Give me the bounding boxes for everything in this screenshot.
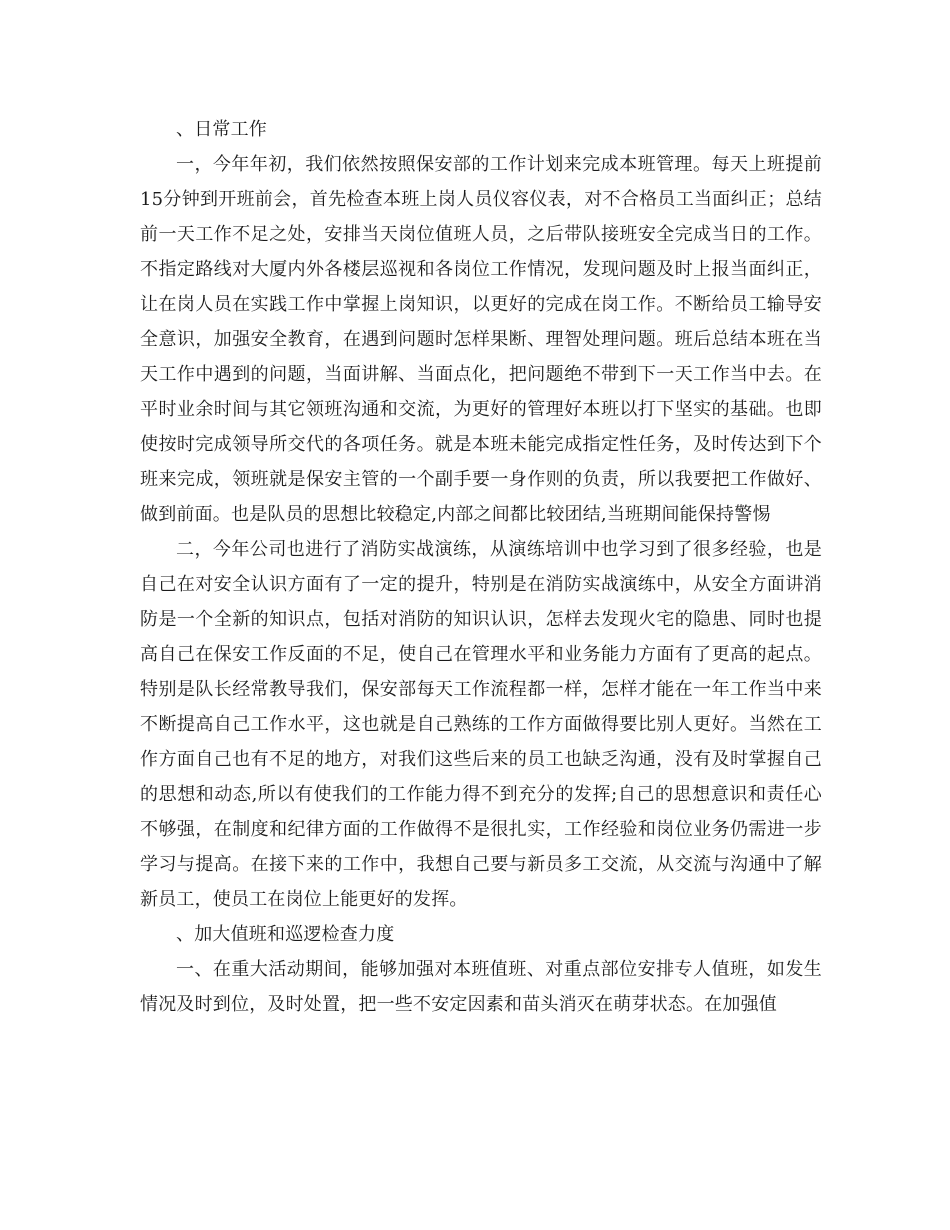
paragraph-2: 二，今年公司也进行了消防实战演练，从演练培训中也学习到了很多经验，也是自己在对安全认识方面有了一定的提升，特别是在消防实战演练中，从安全方面讲消防是一个全新的知识点，包括对消防的知识认识，怎样去发现火宅的隐患、同时也提高自己在保安工作反面的不足，使自己在管理水平和业务能力方面有了更高的起点。特别是队长经常教导我们，保安部每天工作流程都一样，怎样才能在一年工作当中来不断提高自己工作水平，这也就是自己熟练的工作方面做得要比别人更好。当然在工作方面自己也有不足的地方，对我们这些后来的员工也缺乏沟通，没有及时掌握自己的思想和动态,所以有使我们的工作能力得不到充分的发挥;自己的思想意识和责任心不够强，在制度和纪律方面的工作做得不是很扎实，工作经验和岗位业务仍需进一步学习与提高。在接下来的工作中，我想自己要与新员多工交流，从交流与沟通中了解新员工，使员工在岗位上能更好的发挥。 bbox=[140, 539, 822, 910]
document-body bbox=[140, 112, 822, 1022]
paragraph-3: 一、在重大活动期间，能够加强对本班值班、对重点部位安排专人值班，如发生情况及时到位，及时处置，把一些不安定因素和苗头消灭在萌芽状态。在加强值 bbox=[140, 959, 822, 1015]
section-heading-patrol: 、加大值班和巡逻检查力度 bbox=[176, 924, 395, 945]
paragraph-1: 一，今年年初，我们依然按照保安部的工作计划来完成本班管理。每天上班提前15分钟到开班前会，首先检查本班上岗人员仪容仪表，对不合格员工当面纠正；总结前一天工作不足之处，安排当天岗位值班人员，之后带队接班安全完成当日的工作。不指定路线对大厦内外各楼层巡视和各岗位工作情况，发现问题及时上报当面纠正，让在岗人员在实践工作中掌握上岗知识，以更好的完成在岗工作。不断给员工输导安全意识，加强安全教育，在遇到问题时怎样果断、理智处理问题。班后总结本班在当天工作中遇到的问题，当面讲解、当面点化，把问题绝不带到下一天工作当中去。在平时业余时间与其它领班沟通和交流，为更好的管理好本班以打下坚实的基础。也即使按时完成领导所交代的各项任务。就是本班未能完成指定性任务，及时传达到下个班来完成，领班就是保安主管的一个副手要一身作则的负责，所以我要把工作做好、做到前面。也是队员的思想比较稳定,内部之间都比较团结,当班期间能保持警惕 bbox=[140, 154, 822, 525]
section-heading-daily-work: 、日常工作 bbox=[176, 119, 267, 140]
